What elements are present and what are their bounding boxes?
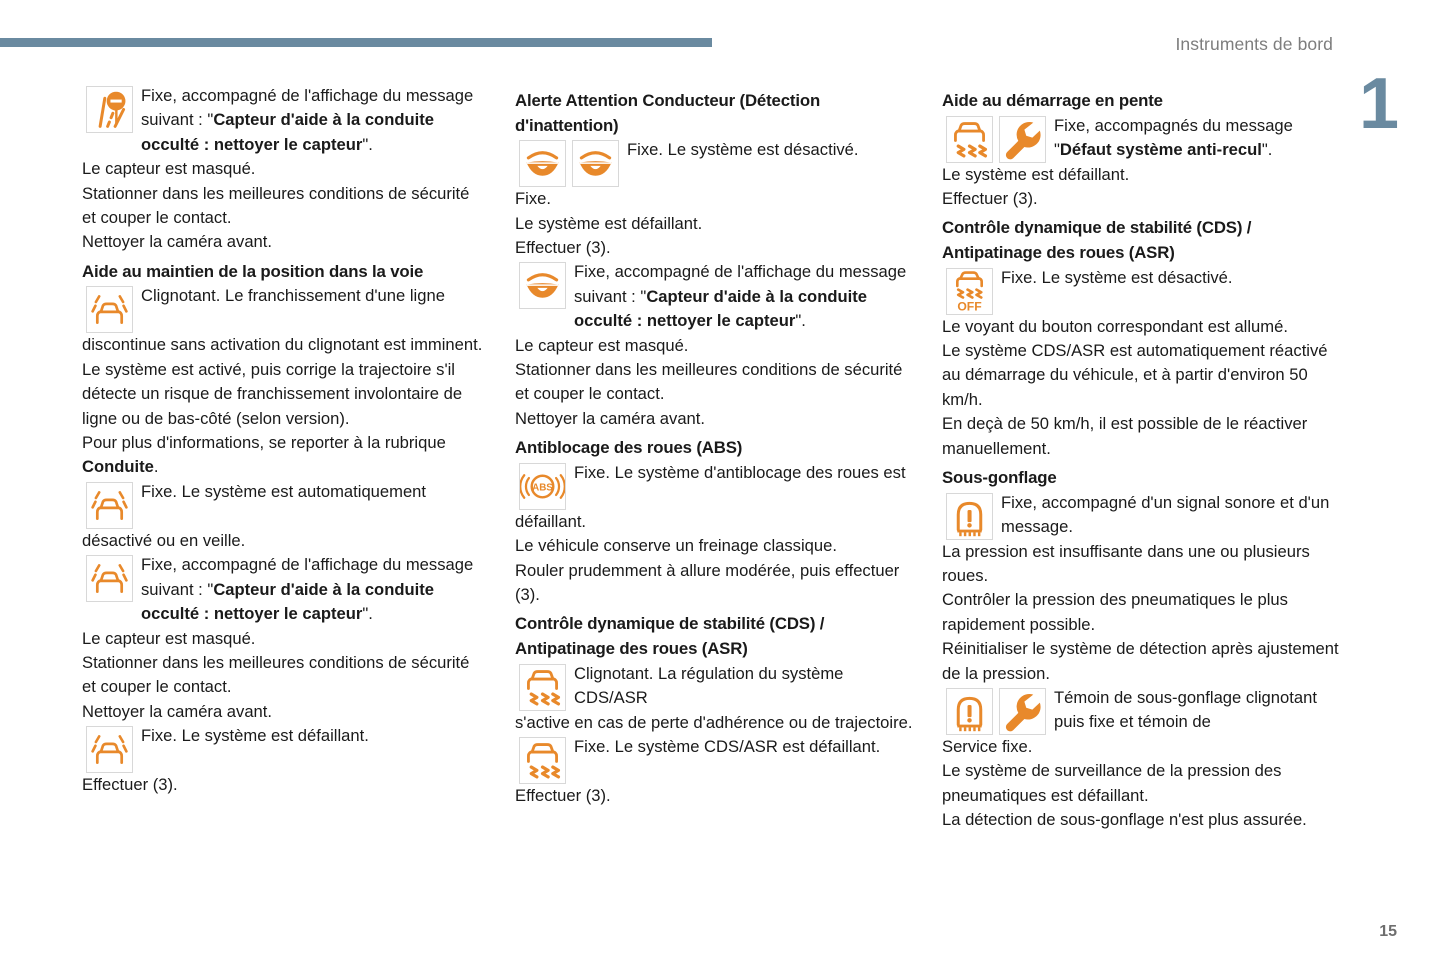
- entry-text: [82, 84, 486, 157]
- running-head: Instruments de bord: [1175, 34, 1333, 54]
- text-lane-standby: désactivé ou en veille.: [82, 530, 246, 550]
- entry-text: [515, 735, 913, 759]
- text-fixe: Fixe.: [515, 189, 551, 209]
- icon-pack: [946, 116, 1046, 163]
- header-rule: [0, 38, 712, 47]
- entry-line-2-bold: Défaut système anti-recul: [1059, 140, 1262, 159]
- text-button-indicator-lit: Le voyant du bouton correspondant est allumé.: [942, 316, 1288, 336]
- entry-line-2-plain: message suivant : ": [574, 262, 907, 306]
- text-clean-camera: Nettoyer la caméra avant.: [82, 232, 272, 252]
- text-lane-imminent: discontinue sans activation du clignotant est imminent.: [82, 335, 483, 355]
- text-lane-corrects: Le système est activé, puis corrige la trajectoire s'il détecte un risque de franchissement involontaire de ligne ou de bas-côté (selon version).: [82, 359, 463, 428]
- entry-text: [515, 662, 913, 711]
- driver-attention-eye-icon: [519, 140, 566, 187]
- entry-line-1: Fixe.: [141, 726, 177, 746]
- esp-skid-icon: [946, 116, 993, 163]
- section-title-cds-asr: Contrôle dynamique de stabilité (CDS) / Antipatinage des roues (ASR): [515, 614, 825, 659]
- entry-hill-start-fault: [942, 114, 1342, 163]
- entry-cds-off: [942, 266, 1342, 315]
- icon-pack: [519, 737, 566, 784]
- entry-line-2: Le système est défaillant.: [181, 726, 369, 746]
- text-park-safely: Stationner dans les meilleures conditions de sécurité et couper le contact.: [82, 183, 470, 228]
- icon-pack: [86, 286, 133, 333]
- section-title-cds-asr-right: Contrôle dynamique de stabilité (CDS) / Antipatinage des roues (ASR): [942, 218, 1252, 262]
- more-info-bold: Conduite: [82, 457, 154, 477]
- entry-text: [82, 480, 486, 504]
- column-left: [82, 84, 486, 833]
- section-title-underinflation: Sous-gonflage: [942, 468, 1057, 488]
- text-cds-activates: s'active en cas de perte d'adhérence ou de trajectoire.: [515, 712, 913, 732]
- entry-attention-sensor-masked: [515, 260, 913, 333]
- text-tpms-no-detection: La détection de sous-gonflage n'est plus assurée.: [942, 810, 1307, 830]
- entry-line-2: Le franchissement d'une ligne: [224, 286, 445, 306]
- entry-text: [82, 284, 486, 308]
- tyre-pressure-icon: [946, 688, 993, 735]
- entry-road-sign-sensor: [82, 84, 486, 157]
- text-system-fault: Le système est défaillant.: [515, 213, 703, 233]
- entry-line-1: Fixe.: [627, 140, 663, 160]
- text-hill-system-fault: Le système est défaillant.: [942, 164, 1130, 184]
- icon-pack: [86, 726, 133, 773]
- entry-lane-sensor-masked: [82, 553, 486, 626]
- entry-line-2-bold: Capteur d'aide à la: [646, 286, 794, 306]
- icon-pack: [86, 555, 133, 602]
- esp-skid-icon: [519, 664, 566, 711]
- entry-line-2: La régulation du système CDS/ASR: [574, 663, 844, 708]
- section-title-driver-attention: Alerte Attention Conducteur (Détection d'inattention): [515, 91, 821, 135]
- entry-line-1: Fixe, accompagné de l'affichage du: [141, 86, 402, 105]
- lane-keep-assist-icon: [86, 286, 133, 333]
- icon-pack: [519, 262, 566, 309]
- entry-line-2: d'un message.: [1001, 492, 1330, 537]
- entry-abs-fault: [515, 461, 913, 510]
- text-cds-manual-reactivate: En deçà de 50 km/h, il est possible de le réactiver manuellement.: [942, 414, 1308, 458]
- entry-line-2-plain: message suivant : ": [141, 555, 474, 599]
- entry-line-2-plain: message suivant : ": [141, 86, 474, 130]
- icon-pack: [519, 664, 566, 711]
- entry-line-2: Le système est automatiquement: [181, 481, 427, 501]
- entry-text: [515, 260, 913, 333]
- entry-line-3-bold: conduite occulté : nettoyer le capteur: [574, 286, 867, 331]
- entry-line-3-bold: conduite occulté : nettoyer le capteur: [141, 579, 434, 624]
- icon-pack: [946, 688, 1046, 735]
- text-park-safely: Stationner dans les meilleures conditions de sécurité et couper le contact.: [515, 360, 903, 404]
- text-effectuer-3-cds: Effectuer (3).: [515, 786, 611, 806]
- text-more-info: [82, 431, 486, 480]
- entry-line-1: Fixe, accompagnés du message: [1054, 115, 1293, 135]
- service-wrench-icon: [999, 116, 1046, 163]
- text-sensor-masked-2: Le capteur est masqué.: [82, 628, 256, 648]
- entry-text: [82, 724, 486, 748]
- driver-attention-eye-icon: [519, 262, 566, 309]
- text-clean-camera: Nettoyer la caméra avant.: [515, 408, 705, 428]
- entry-text: [515, 461, 913, 485]
- entry-line-1: Fixe.: [141, 481, 177, 501]
- page-columns: [82, 84, 1357, 833]
- entry-line-1: Fixe, accompagné de l'affichage du: [574, 262, 835, 282]
- entry-lane-fault: [82, 724, 486, 773]
- road-sensor-icon: [86, 86, 133, 133]
- entry-lane-blinking: [82, 284, 486, 333]
- entry-attention-disabled: [515, 138, 913, 187]
- abs-icon: [519, 463, 566, 510]
- entry-line-1: Fixe, accompagné d'un signal sonore et: [1001, 492, 1294, 512]
- text-sensor-masked: Le capteur est masqué.: [82, 159, 256, 179]
- text-service-fixed: Service fixe.: [942, 737, 1033, 757]
- lane-keep-assist-icon: [86, 726, 133, 773]
- text-abs-drive-carefully: Rouler prudemment à allure modérée, puis effectuer (3).: [515, 560, 900, 605]
- icon-pack: [86, 482, 133, 529]
- esp-off-icon: [946, 268, 993, 315]
- text-sensor-masked: Le capteur est masqué.: [515, 335, 689, 355]
- text-abs-classic-braking: Le véhicule conserve un freinage classique.: [515, 536, 837, 556]
- column-right: [942, 84, 1342, 833]
- entry-line-3-bold: conduite occulté : nettoyer le capteur: [141, 110, 434, 154]
- lane-keep-assist-icon: [86, 555, 133, 602]
- text-clean-camera-2: Nettoyer la caméra avant.: [82, 701, 272, 721]
- entry-line-1: Fixe, accompagné de l'affichage du: [141, 555, 402, 575]
- text-cds-auto-reactivated: Le système CDS/ASR est automatiquement réactivé au démarrage du véhicule, et à partir d'environ 50 km/h.: [942, 341, 1328, 409]
- text-effectuer-3: Effectuer (3).: [515, 238, 611, 257]
- text-effectuer-3: Effectuer (3).: [82, 775, 178, 795]
- text-tpms-system-fault: Le système de surveillance de la pression des pneumatiques est défaillant.: [942, 761, 1282, 805]
- entry-line-3-tail: ".: [362, 604, 373, 624]
- more-info-tail: .: [153, 457, 159, 477]
- entry-line-2-bold: Capteur d'aide à la: [213, 110, 361, 130]
- service-wrench-icon: [999, 688, 1046, 735]
- entry-cds-fault: [515, 735, 913, 784]
- entry-line-1: Clignotant.: [574, 663, 654, 683]
- entry-line-1: Fixe.: [574, 737, 610, 757]
- entry-cds-blinking: [515, 662, 913, 711]
- entry-tyre-pressure-low: [942, 491, 1342, 540]
- text-abs-defaillant: défaillant.: [515, 511, 587, 531]
- icon-pack: [946, 493, 993, 540]
- section-title-hill-start-assist: Aide au démarrage en pente: [942, 91, 1163, 110]
- entry-line-2-bold: Capteur d'aide à la: [213, 579, 361, 599]
- entry-line-3-tail: ".: [795, 311, 806, 331]
- driver-attention-eye-icon: [572, 140, 619, 187]
- entry-line-1: Clignotant.: [141, 286, 221, 306]
- text-reset-detection: Réinitialiser le système de détection après ajustement de la pression.: [942, 639, 1339, 683]
- entry-line-2: Le système est désactivé.: [667, 140, 859, 160]
- more-info-pre: Pour plus d'informations, se reporter à la rubrique: [82, 433, 446, 453]
- text-hill-effectuer: Effectuer (3).: [942, 189, 1038, 208]
- tyre-pressure-icon: [946, 493, 993, 540]
- entry-line-3-tail: ".: [362, 134, 373, 154]
- entry-tpms-service-fault: [942, 686, 1342, 735]
- entry-text: [942, 266, 1342, 290]
- text-park-safely-2: Stationner dans les meilleures conditions de sécurité et couper le contact.: [82, 652, 470, 697]
- entry-line-2: Le système CDS/ASR est défaillant.: [614, 737, 881, 757]
- entry-line-1: Fixe.: [574, 462, 610, 482]
- text-check-pressure: Contrôler la pression des pneumatiques le plus rapidement possible.: [942, 590, 1288, 634]
- esp-skid-icon: [519, 737, 566, 784]
- entry-line-1: Fixe.: [1001, 267, 1037, 287]
- entry-lane-fixed: [82, 480, 486, 529]
- page-number: 15: [1379, 923, 1397, 940]
- entry-line-1: Témoin de sous-gonflage: [1054, 688, 1242, 708]
- icon-pack: [519, 463, 566, 510]
- icon-pack: [946, 268, 993, 315]
- entry-text: [82, 553, 486, 626]
- icon-pack: [519, 140, 619, 187]
- text-pressure-insufficient: La pression est insuffisante dans une ou plusieurs roues.: [942, 541, 1310, 586]
- entry-line-2: clignotant puis fixe et témoin de: [1054, 688, 1317, 732]
- entry-text: [942, 491, 1342, 540]
- chapter-number: 1: [1358, 64, 1397, 144]
- icon-pack: [86, 86, 133, 133]
- lane-keep-assist-icon: [86, 482, 133, 529]
- section-title-lane-keeping: Aide au maintien de la position dans la voie: [82, 261, 424, 281]
- entry-line-2: Le système d'antiblocage des roues est: [614, 462, 906, 482]
- column-middle: [515, 84, 913, 833]
- entry-line-2-plain: ": [1054, 140, 1060, 159]
- entry-line-2-tail: ".: [1261, 140, 1273, 159]
- entry-line-2: Le système est désactivé.: [1041, 267, 1233, 287]
- section-title-abs: Antiblocage des roues (ABS): [515, 438, 743, 458]
